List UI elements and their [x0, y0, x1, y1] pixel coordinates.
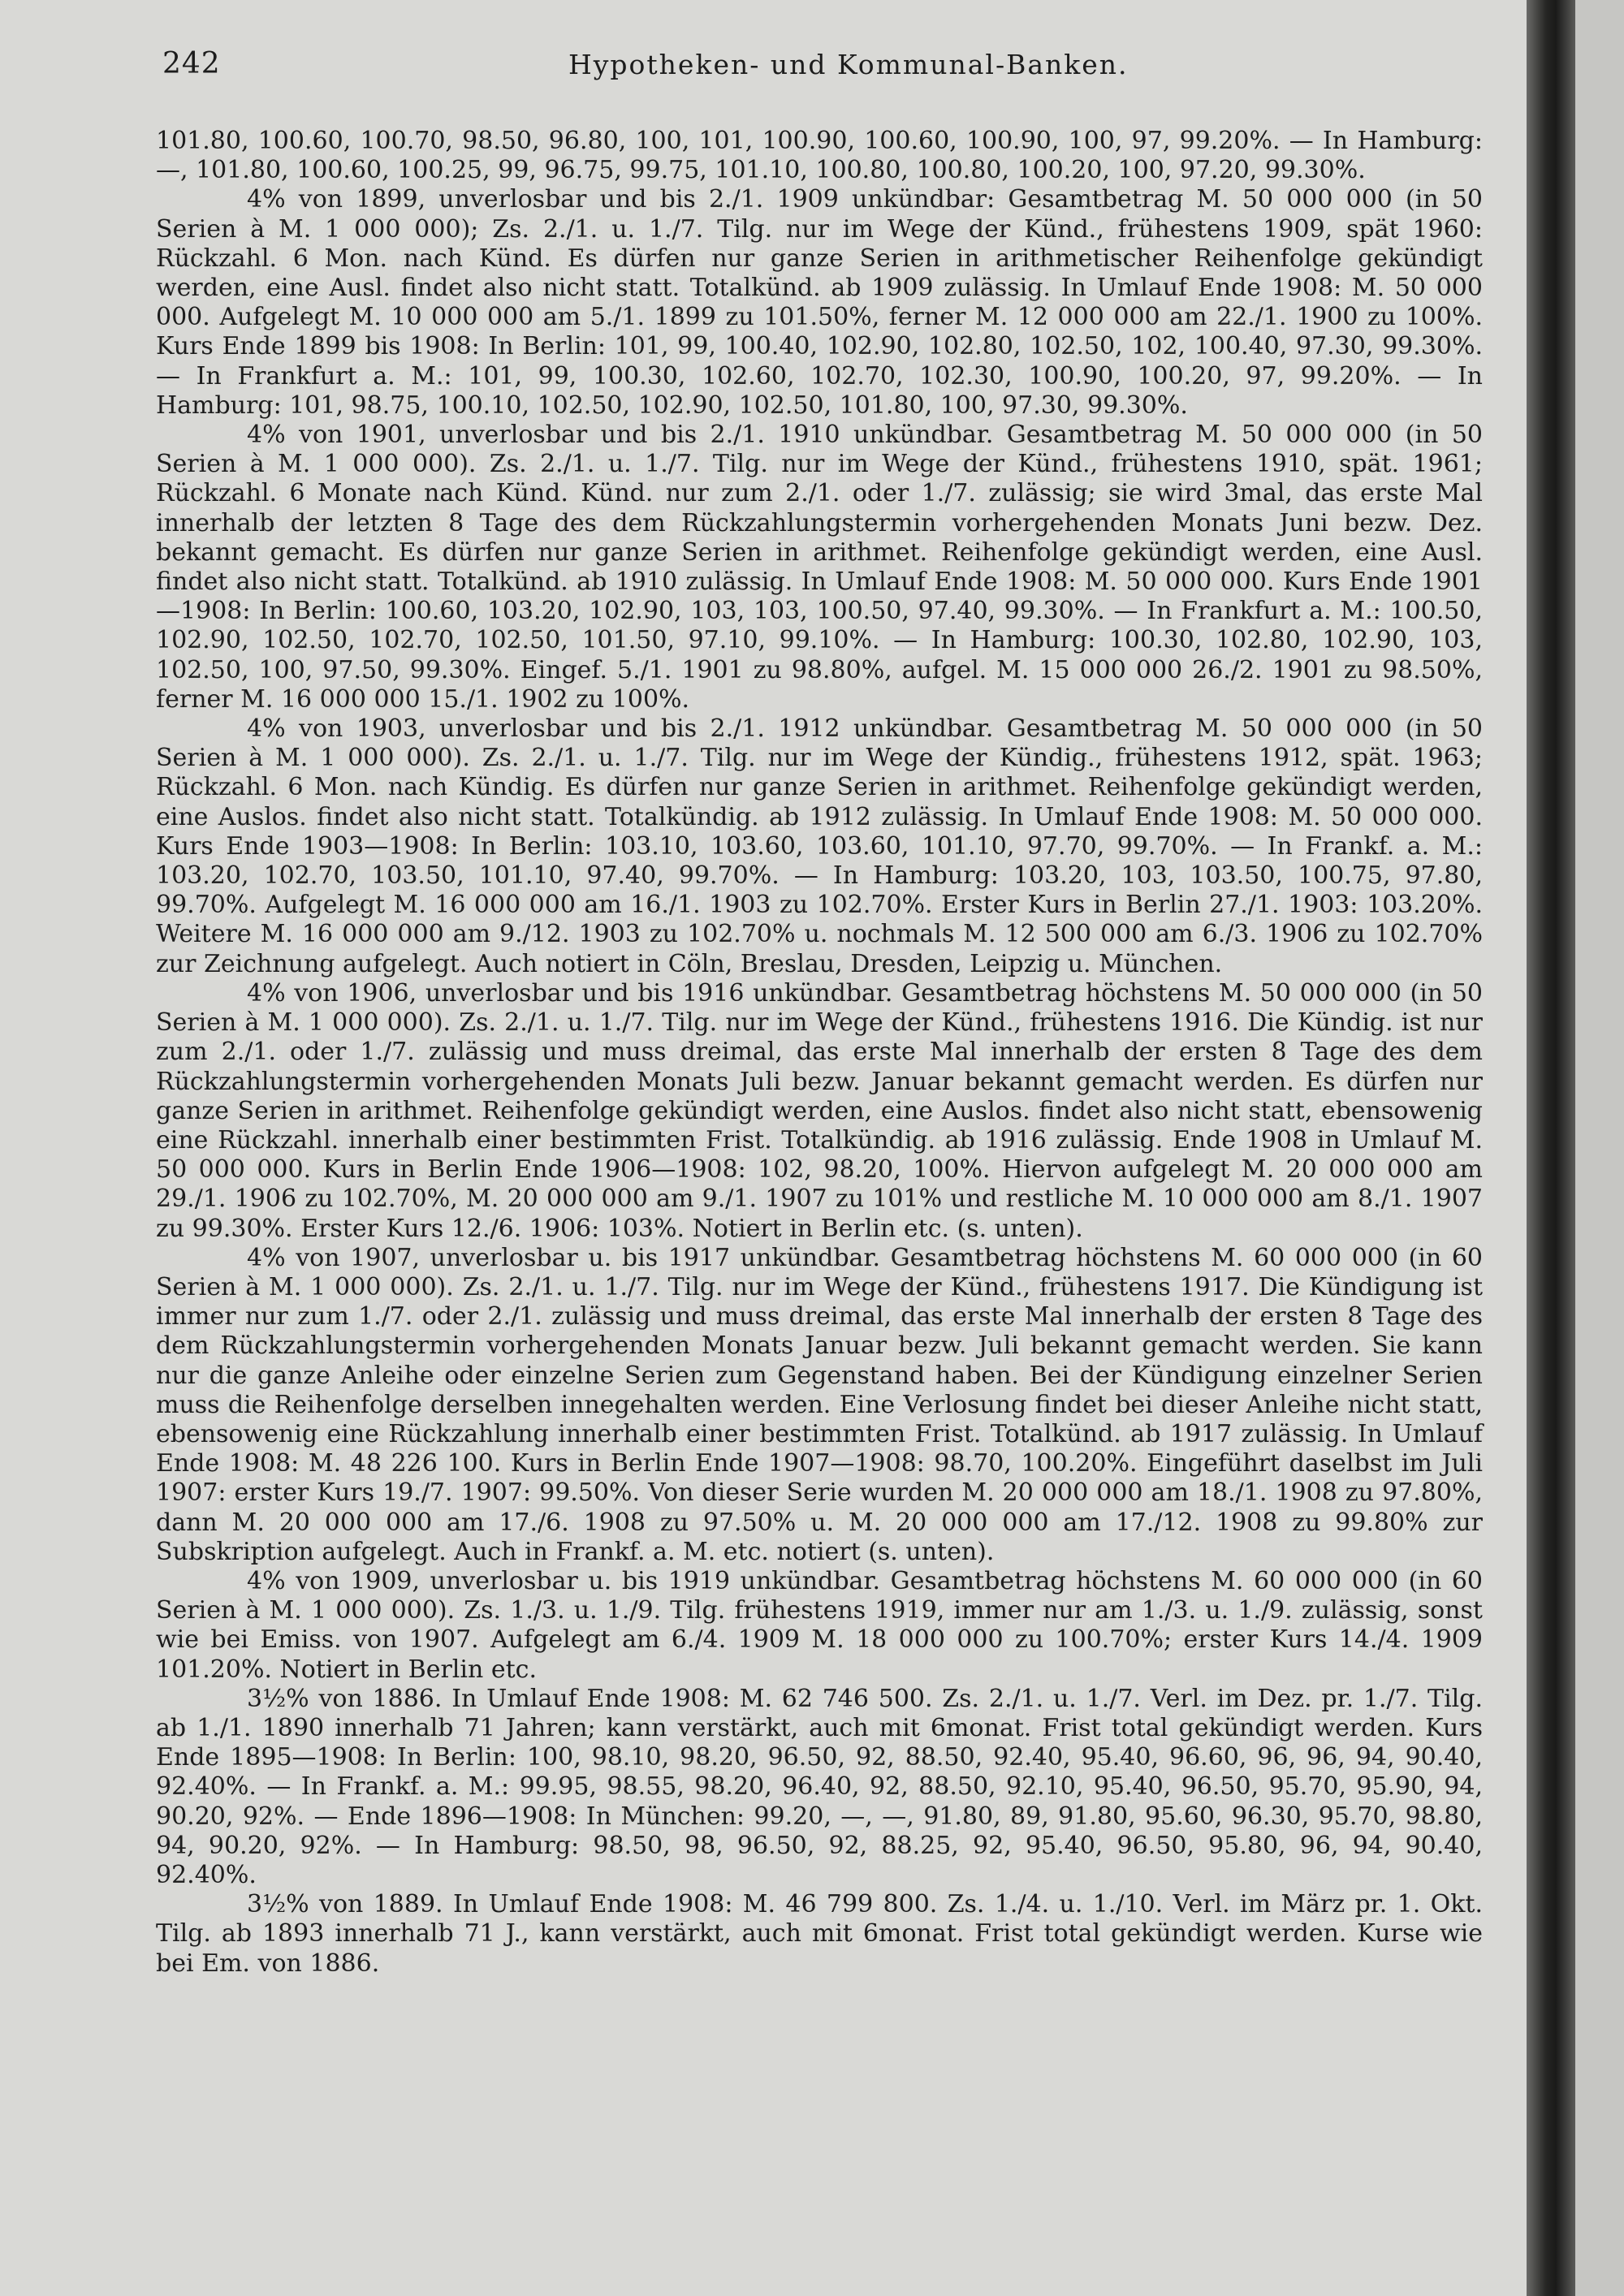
body-text [156, 127, 1483, 1979]
paragraph-4pct-1909: 4% von 1909, unverlosbar u. bis 1919 unkündbar. Gesamtbetrag höchstens M. 60 000 000 (in 60 Serien à M. 1 000 000). Zs. 1./3. u. 1./9. Tilg. frühestens 1919, immer nur am 1./3. u. 1./9. zulässig, sonst wie bei Emiss. von 1907. Aufgelegt am 6./4. 1909 M. 18 000 000 zu 100.70%; erster Kurs 14./4. 1909 101.20%. Notiert in Berlin etc. [156, 1566, 1483, 1684]
page-number: 242 [162, 47, 221, 80]
paragraph-4pct-1906: 4% von 1906, unverlosbar und bis 1916 unkündbar. Gesamtbetrag höchstens M. 50 000 000 (in 50 Serien à M. 1 000 000). Zs. 2./1. u. 1./7. Tilg. nur im Wege der Künd., frühestens 1916. Die Kündig. ist nur zum 2./1. oder 1./7. zulässig und muss dreimal, das erste Mal innerhalb der ersten 8 Tage des dem Rückzahlungstermin vorhergehenden Monats Juli bezw. Januar bekannt gemacht werden. Es dürfen nur ganze Serien in arithmet. Reihenfolge gekündigt werden, eine Auslos. findet also nicht statt, ebensowenig eine Rückzahl. innerhalb einer bestimmten Frist. Totalkündig. ab 1916 zulässig. Ende 1908 in Umlauf M. 50 000 000. Kurs in Berlin Ende 1906—1908: 102, 98.20, 100%. Hiervon aufgelegt M. 20 000 000 am 29./1. 1906 zu 102.70%, M. 20 000 000 am 9./1. 1907 zu 101% und restliche M. 10 000 000 am 8./1. 1907 zu 99.30%. Erster Kurs 12./6. 1906: 103%. Notiert in Berlin etc. (s. unten). [156, 978, 1483, 1243]
paragraph-3-5pct-1886: 3½% von 1886. In Umlauf Ende 1908: M. 62 746 500. Zs. 2./1. u. 1./7. Verl. im Dez. pr. 1./7. Tilg. ab 1./1. 1890 innerhalb 71 Jahren; kann verstärkt, auch mit 6monat. Frist total gekündigt werden. Kurs Ende 1895—1908: In Berlin: 100, 98.10, 98.20, 96.50, 92, 88.50, 92.40, 95.40, 96.60, 96, 96, 94, 90.40, 92.40%. — In Frankf. a. M.: 99.95, 98.55, 98.20, 96.40, 92, 88.50, 92.10, 95.40, 96.50, 95.70, 95.90, 94, 90.20, 92%. — Ende 1896—1908: In München: 99.20, —, —, 91.80, 89, 91.80, 95.60, 96.30, 95.70, 98.80, 94, 90.20, 92%. — In Hamburg: 98.50, 98, 96.50, 92, 88.25, 92, 95.40, 96.50, 95.80, 96, 94, 90.40, 92.40%. [156, 1684, 1483, 1889]
adjacent-page-edge [1575, 0, 1624, 2296]
paragraph-3-5pct-1889: 3½% von 1889. In Umlauf Ende 1908: M. 46 799 800. Zs. 1./4. u. 1./10. Verl. im März pr. 1. Okt. Tilg. ab 1893 innerhalb 71 J., kann verstärkt, auch mit 6monat. Frist total gekündigt werden. Kurse wie bei Em. von 1886. [156, 1890, 1483, 1978]
paragraph-4pct-1899: 4% von 1899, unverlosbar und bis 2./1. 1909 unkündbar: Gesamtbetrag M. 50 000 000 (in 50 Serien à M. 1 000 000); Zs. 2./1. u. 1./7. Tilg. nur im Wege der Künd., frühestens 1909, spät 1960: Rückzahl. 6 Mon. nach Künd. Es dürfen nur ganze Serien in arithmetischer Reihenfolge gekündigt werden, eine Ausl. findet also nicht statt. Totalkünd. ab 1909 zulässig. In Umlauf Ende 1908: M. 50 000 000. Aufgelegt M. 10 000 000 am 5./1. 1899 zu 101.50%, ferner M. 12 000 000 am 22./1. 1900 zu 100%. Kurs Ende 1899 bis 1908: In Berlin: 101, 99, 100.40, 102.90, 102.80, 102.50, 102, 100.40, 97.30, 99.30%. — In Frankfurt a. M.: 101, 99, 100.30, 102.60, 102.70, 102.30, 100.90, 100.20, 97, 99.20%. — In Hamburg: 101, 98.75, 100.10, 102.50, 102.90, 102.50, 101.80, 100, 97.30, 99.30%. [156, 185, 1483, 420]
page-header [162, 47, 1527, 88]
paragraph-continuation: 101.80, 100.60, 100.70, 98.50, 96.80, 100, 101, 100.90, 100.60, 100.90, 100, 97, 99.20%. — In Hamburg: —, 101.80, 100.60, 100.25, 99, 96.75, 99.75, 101.10, 100.80, 100.80, 100.20, 100, 97.20, 99.30%. [156, 127, 1483, 185]
paragraph-4pct-1907: 4% von 1907, unverlosbar u. bis 1917 unkündbar. Gesamtbetrag höchstens M. 60 000 000 (in 60 Serien à M. 1 000 000). Zs. 2./1. u. 1./7. Tilg. nur im Wege der Künd., frühestens 1917. Die Kündigung ist immer nur zum 1./7. oder 2./1. zulässig und muss dreimal, das erste Mal innerhalb der ersten 8 Tage des dem Rückzahlungstermin vorhergehenden Monats Januar bezw. Juli bekannt gemacht werden. Sie kann nur die ganze Anleihe oder einzelne Serien zum Gegenstand haben. Bei der Kündigung einzelner Serien muss die Reihenfolge derselben innegehalten werden. Eine Verlosung findet bei dieser Anleihe nicht statt, ebensowenig eine Rückzahlung innerhalb einer bestimmten Frist. Totalkünd. ab 1917 zulässig. In Umlauf Ende 1908: M. 48 226 100. Kurs in Berlin Ende 1907—1908: 98.70, 100.20%. Eingeführt daselbst im Juli 1907: erster Kurs 19./7. 1907: 99.50%. Von dieser Serie wurden M. 20 000 000 am 18./1. 1908 zu 97.80%, dann M. 20 000 000 am 17./6. 1908 zu 97.50% u. M. 20 000 000 am 17./12. 1908 zu 99.80% zur Subskription aufgelegt. Auch in Frankf. a. M. etc. notiert (s. unten). [156, 1243, 1483, 1566]
paragraph-4pct-1903: 4% von 1903, unverlosbar und bis 2./1. 1912 unkündbar. Gesamtbetrag M. 50 000 000 (in 50 Serien à M. 1 000 000). Zs. 2./1. u. 1./7. Tilg. nur im Wege der Kündig., frühestens 1912, spät. 1963; Rückzahl. 6 Mon. nach Kündig. Es dürfen nur ganze Serien in arithmet. Reihenfolge gekündigt werden, eine Auslos. findet also nicht statt. Totalkündig. ab 1912 zulässig. In Umlauf Ende 1908: M. 50 000 000. Kurs Ende 1903—1908: In Berlin: 103.10, 103.60, 103.60, 101.10, 97.70, 99.70%. — In Frankf. a. M.: 103.20, 102.70, 103.50, 101.10, 97.40, 99.70%. — In Hamburg: 103.20, 103, 103.50, 100.75, 97.80, 99.70%. Aufgelegt M. 16 000 000 am 16./1. 1903 zu 102.70%. Erster Kurs in Berlin 27./1. 1903: 103.20%. Weitere M. 16 000 000 am 9./12. 1903 zu 102.70% u. nochmals M. 12 500 000 am 6./3. 1906 zu 102.70% zur Zeichnung aufgelegt. Auch notiert in Cöln, Breslau, Dresden, Leipzig u. München. [156, 714, 1483, 978]
book-gutter-shadow [1527, 0, 1575, 2296]
paragraph-4pct-1901: 4% von 1901, unverlosbar und bis 2./1. 1910 unkündbar. Gesamtbetrag M. 50 000 000 (in 50 Serien à M. 1 000 000). Zs. 2./1. u. 1./7. Tilg. nur im Wege der Künd., frühestens 1910, spät. 1961; Rückzahl. 6 Monate nach Künd. Künd. nur zum 2./1. oder 1./7. zulässig; sie wird 3mal, das erste Mal innerhalb der letzten 8 Tage des dem Rückzahlungstermin vorhergehenden Monats Juni bezw. Dez. bekannt gemacht. Es dürfen nur ganze Serien in arithmet. Reihenfolge gekündigt werden, eine Ausl. findet also nicht statt. Totalkünd. ab 1910 zulässig. In Umlauf Ende 1908: M. 50 000 000. Kurs Ende 1901—1908: In Berlin: 100.60, 103.20, 102.90, 103, 103, 100.50, 97.40, 99.30%. — In Frankfurt a. M.: 100.50, 102.90, 102.50, 102.70, 102.50, 101.50, 97.10, 99.10%. — In Hamburg: 100.30, 102.80, 102.90, 103, 102.50, 100, 97.50, 99.30%. Eingef. 5./1. 1901 zu 98.80%, aufgel. M. 15 000 000 26./2. 1901 zu 98.50%, ferner M. 16 000 000 15./1. 1902 zu 100%. [156, 421, 1483, 714]
running-title: Hypotheken- und Kommunal-Banken. [568, 49, 1129, 80]
